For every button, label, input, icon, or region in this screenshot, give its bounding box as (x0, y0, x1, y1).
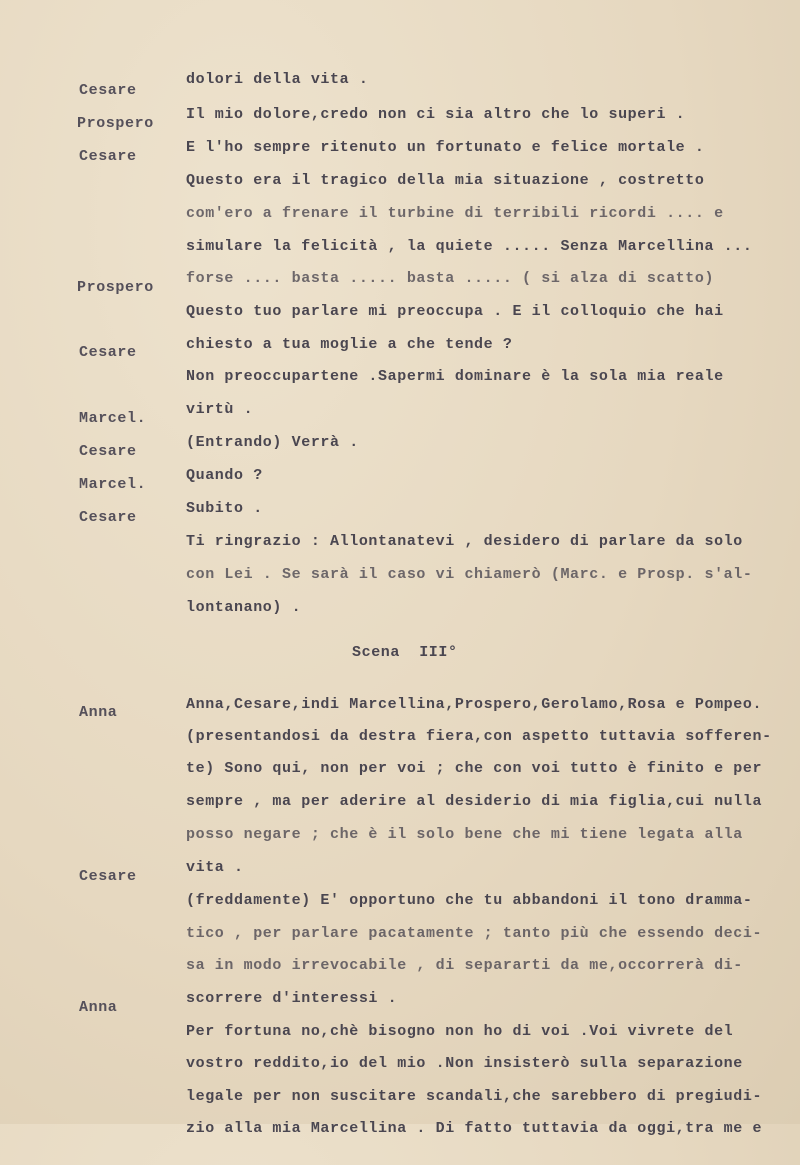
speaker-name: Anna (79, 704, 118, 721)
speaker-name: Prospero (77, 115, 154, 132)
dialogue-text: zio alla mia Marcellina . Di fatto tuttavia da oggi,tra me e (186, 1120, 763, 1137)
script-line (0, 645, 800, 713)
dialogue-text: Per fortuna no,chè bisogno non ho di voi .Voi vivrete del (186, 1023, 734, 1040)
dialogue-text: forse .... basta ..... basta ..... ( si alza di scatto) (186, 270, 715, 287)
speaker-name: Cesare (79, 344, 137, 361)
dialogue-text: virtù . (186, 401, 254, 418)
dialogue-text: sa in modo irrevocabile , di separarti da me,occorrerà di- (186, 957, 743, 974)
dialogue-text: Quando ? (186, 467, 263, 484)
dialogue-text: chiesto a tua moglie a che tende ? (186, 336, 513, 353)
scene-title: Scena III° (352, 644, 458, 661)
dialogue-text: scorrere d'interessi . (186, 990, 398, 1007)
dialogue-text: Non preoccupartene .Sapermi dominare è la sola mia reale (186, 368, 724, 385)
dialogue-text: vita . (186, 859, 244, 876)
dialogue-text: Questo tuo parlare mi preoccupa . E il colloquio che hai (186, 303, 724, 320)
dialogue-text: Ti ringrazio : Allontanatevi , desidero di parlare da solo (186, 533, 743, 550)
dialogue-text: lontanano) . (186, 599, 302, 616)
scene-heading (0, 593, 800, 661)
speaker-name: Cesare (79, 868, 137, 885)
dialogue-text: sempre , ma per aderire al desiderio di mia figlia,cui nulla (186, 793, 763, 810)
dialogue-text: (Entrando) Verrà . (186, 434, 359, 451)
speaker-name: Cesare (79, 148, 137, 165)
dialogue-text: Subito . (186, 500, 263, 517)
dialogue-text: com'ero a frenare il turbine di terribili ricordi .... e (186, 205, 724, 222)
dialogue-text: E l'ho sempre ritenuto un fortunato e felice mortale . (186, 139, 705, 156)
speaker-name: Anna (79, 999, 118, 1016)
speaker-name: Prospero (77, 279, 154, 296)
dialogue-text: vostro reddito,io del mio .Non insisterò sulla separazione (186, 1055, 743, 1072)
speaker-name: Marcel. (79, 410, 147, 427)
script-line (0, 20, 800, 88)
dialogue-text: posso negare ; che è il solo bene che mi tiene legata alla (186, 826, 743, 843)
speaker-name: Cesare (79, 82, 137, 99)
dialogue-text: (freddamente) E' opportuno che tu abbandoni il tono dramma- (186, 892, 753, 909)
speaker-name: Cesare (79, 443, 137, 460)
speaker-name: Cesare (79, 509, 137, 526)
dialogue-text: Il mio dolore,credo non ci sia altro che lo superi . (186, 106, 686, 123)
dialogue-text: te) Sono qui, non per voi ; che con voi tutto è finito e per (186, 760, 763, 777)
dialogue-text: (presentandosi da destra fiera,con aspetto tuttavia sofferen- (186, 728, 772, 745)
dialogue-text: legale per non suscitare scandali,che sarebbero di pregiudi- (186, 1088, 763, 1105)
cast-list: Anna,Cesare,indi Marcellina,Prospero,Gerolamo,Rosa e Pompeo. (186, 696, 763, 713)
dialogue-text: simulare la felicità , la quiete ..... Senza Marcellina ... (186, 238, 753, 255)
dialogue-text: dolori della vita . (186, 71, 369, 88)
dialogue-text: con Lei . Se sarà il caso vi chiamerò (Marc. e Prosp. s'al- (186, 566, 753, 583)
dialogue-text: tico , per parlare pacatamente ; tanto più che essendo deci- (186, 925, 763, 942)
dialogue-text: Questo era il tragico della mia situazione , costretto (186, 172, 705, 189)
speaker-name: Marcel. (79, 476, 147, 493)
